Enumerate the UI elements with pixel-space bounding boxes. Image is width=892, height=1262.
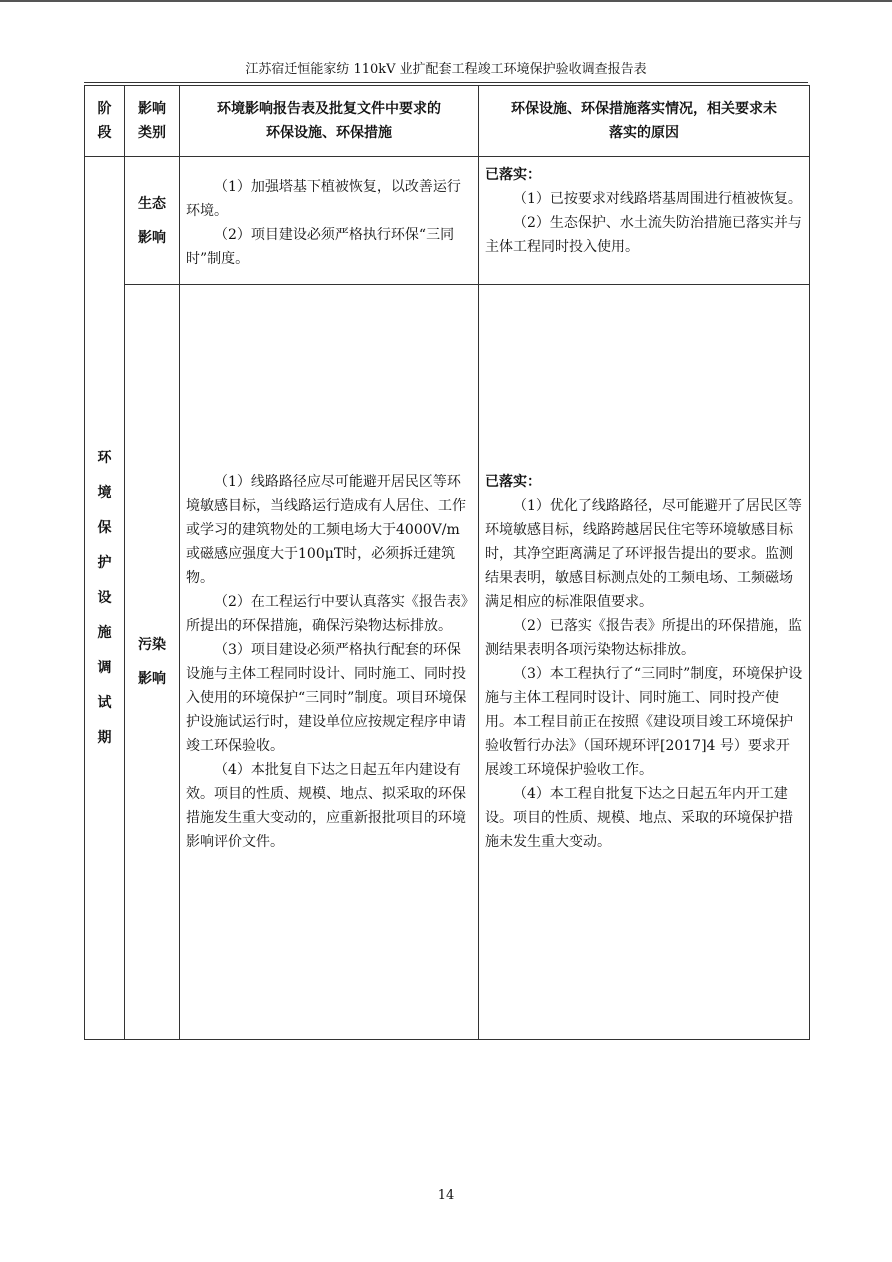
implementation-pollution	[479, 285, 810, 1040]
implementation-item: （3）本工程执行了“三同时”制度，环境保护设施与主体工程同时设计、同时施工、同时投产使用。本工程目前正在按照《建设项目竣工环境保护验收暂行办法》（国环规环评[2017]4 号）要求开展竣工环境保护验收工作。	[485, 666, 803, 778]
requirements-pollution	[180, 285, 479, 1040]
table-row-ecological	[85, 157, 810, 285]
header-rule	[84, 82, 808, 83]
stage-label-cell: 环 境 保 护 设 施 调 试 期	[85, 157, 125, 1040]
requirement-item: （3）项目建设必须严格执行配套的环保设施与主体工程同时设计、同时施工、同时投入使用的环境保护“三同时”制度。项目环境保护设施试运行时，建设单位应按规定程序申请竣工环保验收。	[186, 642, 467, 754]
document-header: 江苏宿迁恒能家纺 110kV 业扩配套工程竣工环境保护验收调查报告表	[245, 62, 647, 77]
requirement-item: （1）线路路径应尽可能避开居民区等环境敏感目标，当线路运行造成有人居住、工作或学习的建筑物处的工频电场大于4000V/m或磁感应强度大于100μT时，必须拆迁建筑物。	[186, 474, 466, 586]
requirement-item: （4）本批复自下达之日起五年内建设有效。项目的性质、规模、地点、拟采取的环保措施发生重大变动的，应重新报批项目的环境影响评价文件。	[186, 762, 466, 850]
implementation-item: （1）优化了线路路径，尽可能避开了居民区等环境敏感目标，线路跨越居民住宅等环境敏感目标时，其净空距离满足了环评报告提出的要求。监测结果表明，敏感目标测点处的工频电场、工频磁场满足相应的标准限值要求。	[485, 498, 802, 610]
top-border-rule	[0, 0, 892, 2]
requirements-ecological	[180, 157, 479, 285]
requirement-item: （1）加强塔基下植被恢复，以改善运行环境。	[186, 179, 461, 219]
status-implemented: 已落实：	[485, 474, 541, 490]
header-category: 影响 类别	[125, 86, 180, 157]
page-number: 14	[437, 1188, 455, 1203]
environmental-measures-table	[84, 85, 810, 1040]
requirement-item: （2）在工程运行中要认真落实《报告表》所提出的环保措施，确保污染物达标排放。	[186, 594, 468, 634]
table-header-row	[85, 86, 810, 157]
requirement-item: （2）项目建设必须严格执行环保“三同时”制度。	[186, 227, 455, 267]
header-implementation: 环保设施、环保措施落实情况，相关要求未 落实的原因	[479, 86, 810, 157]
implementation-item: （4）本工程自批复下达之日起五年内开工建设。项目的性质、规模、地点、采取的环境保护措施未发生重大变动。	[485, 786, 793, 850]
category-pollution: 污染 影响	[125, 285, 180, 1040]
implementation-item: （2）已落实《报告表》所提出的环保措施，监测结果表明各项污染物达标排放。	[485, 618, 802, 658]
implementation-item: （1）已按要求对线路塔基周围进行植被恢复。	[513, 191, 802, 207]
implementation-ecological	[479, 157, 810, 285]
category-ecological: 生态 影响	[125, 157, 180, 285]
header-requirements: 环境影响报告表及批复文件中要求的 环保设施、环保措施	[180, 86, 479, 157]
header-stage: 阶 段	[85, 86, 125, 157]
table-row-pollution	[85, 285, 810, 1040]
status-implemented: 已落实：	[485, 167, 541, 183]
implementation-item: （2）生态保护、水土流失防治措施已落实并与主体工程同时投入使用。	[485, 215, 802, 255]
